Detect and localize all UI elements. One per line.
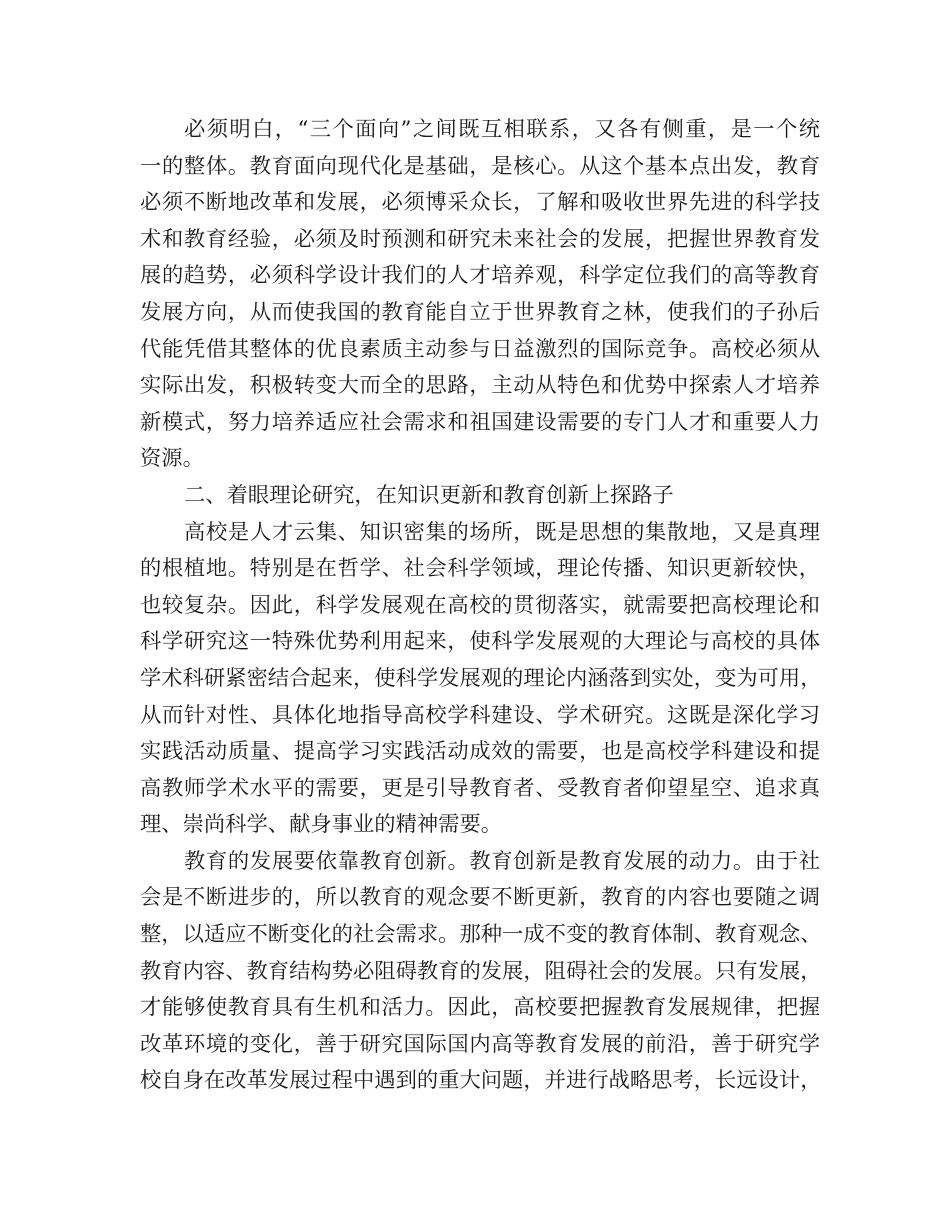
text-line: 一的整体。教育面向现代化是基础，是核心。从这个基本点出发，教育 [140,153,820,179]
text-line: 代能凭借其整体的优良素质主动参与日益激烈的国际竞争。高校必须从 [140,336,820,362]
section-heading-text: 二、着眼理论研究，在知识更新和教育创新上探路子 [184,482,674,508]
text-line: 学术科研紧密结合起来，使科学发展观的理论内涵落到实处，变为可用， [140,665,822,691]
text-line: 高教师学术水平的需要，更是引导教育者、受教育者仰望星空、追求真 [140,775,820,801]
text-line: 教育的发展要依靠教育创新。教育创新是教育发展的动力。由于社 [184,848,820,874]
text-line: 发展方向，从而使我国的教育能自立于世界教育之林，使我们的子孙后 [140,299,820,325]
document-page [140,112,820,1100]
text-line: 教育内容、教育结构势必阻碍教育的发展，阻碍社会的发展。只有发展， [140,958,822,984]
text-line: 会是不断进步的，所以教育的观念要不断更新，教育的内容也要随之调 [140,885,820,911]
text-line: 术和教育经验，必须及时预测和研究未来社会的发展，把握世界教育发 [140,226,820,252]
paragraph-three-orientations [140,112,820,478]
text-line: 资源。 [140,446,204,472]
text-line: 整，以适应不断变化的社会需求。那种一成不变的教育体制、教育观念、 [140,922,822,948]
section-heading [140,478,820,515]
text-line: 高校是人才云集、知识密集的场所，既是思想的集散地，又是真理 [184,519,820,545]
paragraph-education-innovation [140,844,820,1100]
text-line: 改革环境的变化，善于研究国际国内高等教育发展的前沿，善于研究学 [140,1031,820,1057]
text-line: 校自身在改革发展过程中遇到的重大问题，并进行战略思考，长远设计， [140,1068,822,1094]
text-line: 实践活动质量、提高学习实践活动成效的需要，也是高校学科建设和提 [140,739,820,765]
text-line: 必须不断地改革和发展，必须博采众长，了解和吸收世界先进的科学技 [140,190,820,216]
text-line: 必须明白，“三个面向”之间既互相联系，又各有侧重，是一个统 [184,117,820,142]
text-line: 才能够使教育具有生机和活力。因此，高校要把握教育发展规律，把握 [140,995,820,1021]
text-line: 实际出发，积极转变大而全的思路，主动从特色和优势中探索人才培养 [140,373,820,399]
text-line: 从而针对性、具体化地指导高校学科建设、学术研究。这既是深化学习 [140,702,820,728]
text-line: 展的趋势，必须科学设计我们的人才培养观，科学定位我们的高等教育 [140,263,820,289]
text-line: 的根植地。特别是在哲学、社会科学领域，理论传播、知识更新较快， [140,556,820,582]
text-line: 新模式，努力培养适应社会需求和祖国建设需要的专门人才和重要人力 [140,409,820,435]
text-line: 理、崇尚科学、献身事业的精神需要。 [140,812,503,838]
text-line: 也较复杂。因此，科学发展观在高校的贯彻落实，就需要把高校理论和 [140,592,820,618]
text-line: 科学研究这一特殊优势利用起来，使科学发展观的大理论与高校的具体 [140,629,820,655]
paragraph-theory-research [140,515,820,844]
